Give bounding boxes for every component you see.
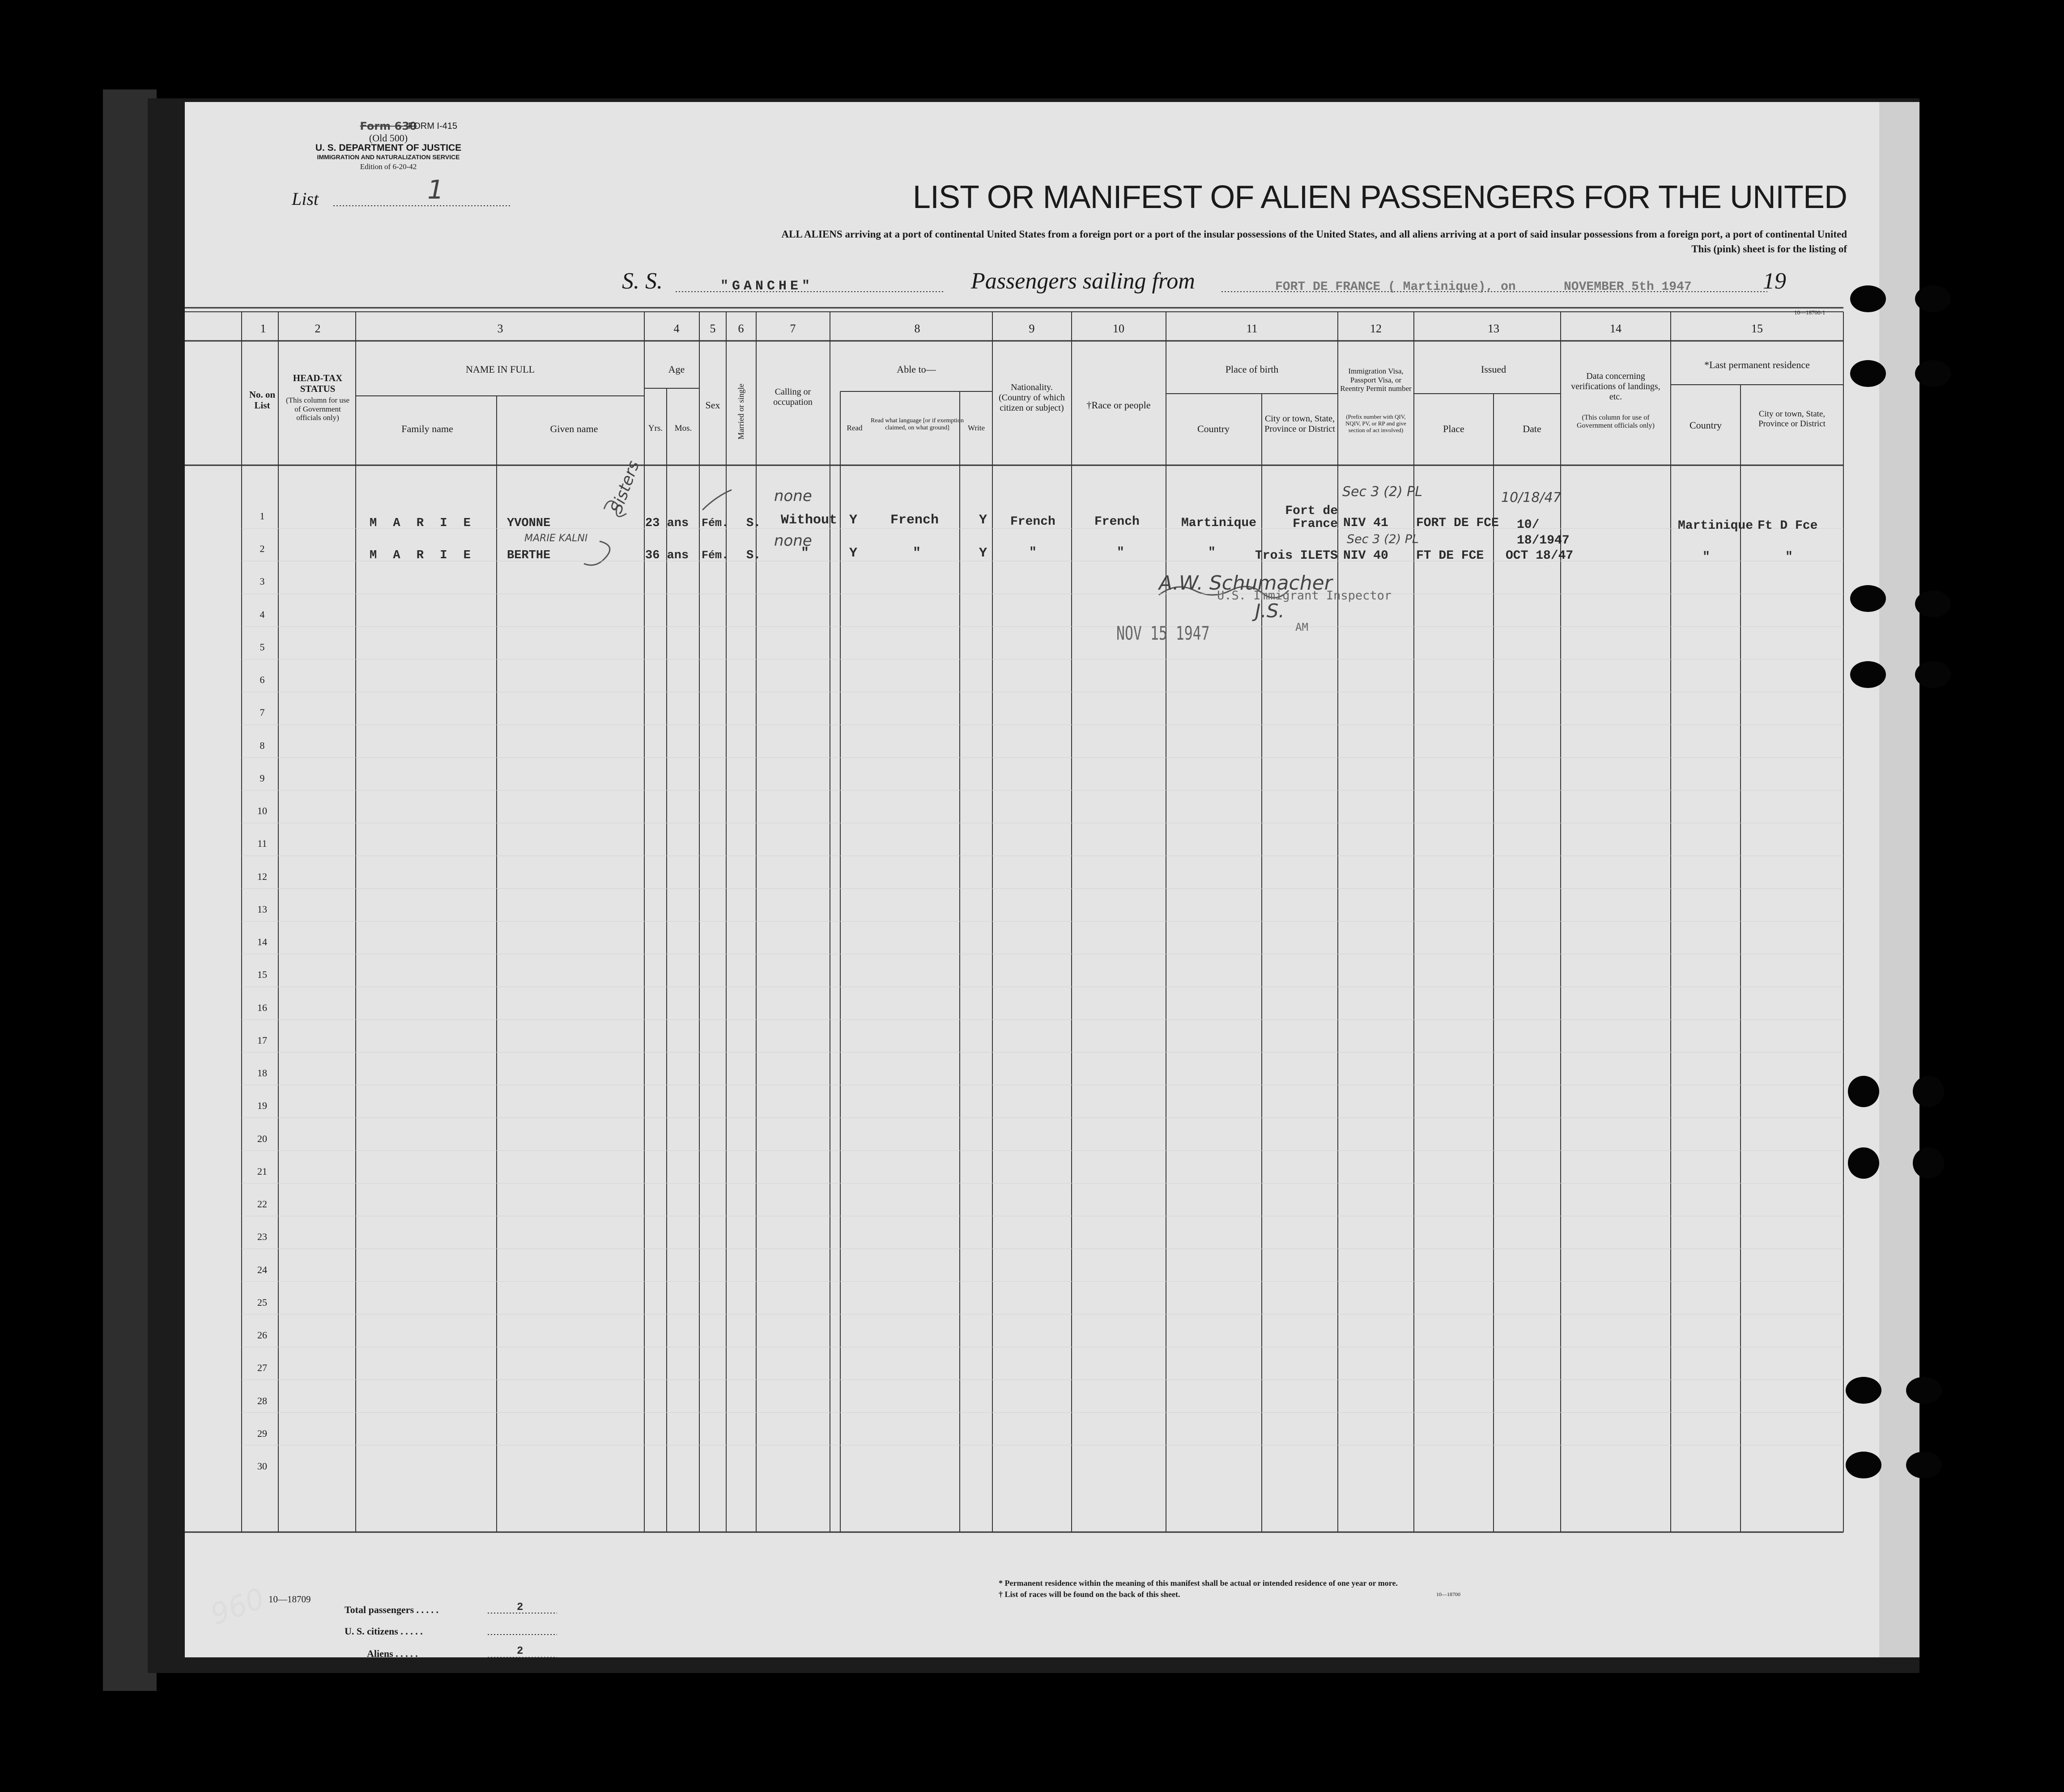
header-head-tax: HEAD-TAX STATUS bbox=[293, 373, 343, 395]
service: IMMIGRATION AND NATURALIZATION SERVICE bbox=[317, 153, 460, 161]
row-number: 7 bbox=[260, 707, 265, 718]
row-number: 22 bbox=[257, 1198, 267, 1210]
row-number: 21 bbox=[257, 1166, 267, 1177]
sisters-note: Sisters bbox=[607, 458, 643, 516]
row-number: 5 bbox=[260, 641, 265, 653]
header-years: Yrs. bbox=[648, 424, 663, 433]
nationality: " bbox=[1029, 546, 1037, 560]
am-stamp: AM bbox=[1295, 621, 1308, 633]
header-given-name: Given name bbox=[550, 423, 598, 434]
header-issued: Issued bbox=[1481, 364, 1507, 375]
date-note: 10/18/47 bbox=[1501, 490, 1562, 505]
row-number: 19 bbox=[257, 1100, 267, 1111]
header-read: Read bbox=[847, 424, 863, 432]
header-write: Write bbox=[967, 424, 985, 432]
page-title: LIST OR MANIFEST OF ALIEN PASSENGERS FOR THE UNITED bbox=[912, 179, 1847, 215]
birth-city: Fort de France bbox=[1285, 504, 1338, 531]
occupation-note-2: none bbox=[774, 532, 812, 550]
row-number: 8 bbox=[260, 740, 265, 751]
row-number: 1 bbox=[260, 510, 265, 522]
row-number: 27 bbox=[257, 1362, 267, 1373]
header-visa: Immigration Visa, Passport Visa, or Reentry Permit number bbox=[1340, 367, 1412, 393]
visa-number: NIV 41 bbox=[1343, 516, 1388, 530]
list-label: List bbox=[292, 189, 319, 209]
header-family-name: Family name bbox=[401, 423, 453, 434]
header-place-of-birth: Place of birth bbox=[1225, 364, 1279, 375]
header-data-note: (This column for use of Government officials only) bbox=[1577, 414, 1655, 430]
header-birth-country: Country bbox=[1197, 423, 1230, 434]
department: U. S. DEPARTMENT OF JUSTICE bbox=[315, 143, 462, 153]
inspector-stamp: U.S. Immigrant Inspector bbox=[1217, 589, 1392, 603]
birth-country: " bbox=[1208, 546, 1216, 560]
visa-note-2: Sec 3 (2) PL bbox=[1347, 532, 1419, 546]
header-residence-city: City or town, State, Province or District bbox=[1758, 409, 1826, 429]
header-residence-country: Country bbox=[1689, 420, 1722, 431]
race: " bbox=[1117, 546, 1124, 560]
header-issued-date: Date bbox=[1523, 423, 1541, 434]
age: 23 ans bbox=[645, 517, 689, 530]
right-code: 10—18700 bbox=[1436, 1591, 1460, 1597]
can-read: Y bbox=[849, 546, 858, 561]
total-passengers-label: Total passengers . . . . . bbox=[345, 1604, 439, 1615]
row-number: 6 bbox=[260, 674, 265, 685]
occupation: " bbox=[801, 546, 809, 561]
visa-number: NIV 40 bbox=[1343, 549, 1388, 563]
birth-city: Trois ILETS bbox=[1255, 549, 1338, 563]
row-number: 16 bbox=[257, 1002, 267, 1013]
race: French bbox=[1094, 515, 1140, 529]
can-write: Y bbox=[979, 513, 987, 528]
issued-place: FT DE FCE bbox=[1416, 549, 1484, 563]
residence-city: Ft D Fce bbox=[1758, 519, 1818, 533]
row-number: 24 bbox=[257, 1264, 267, 1275]
ss-label: S. S. bbox=[622, 268, 663, 294]
given-name: YVONNE bbox=[507, 517, 551, 530]
row-number: 26 bbox=[257, 1329, 267, 1341]
header-last-residence: *Last permanent residence bbox=[1704, 359, 1810, 370]
us-citizens-label: U. S. citizens . . . . . bbox=[345, 1626, 423, 1637]
inspector-initials: J.S. bbox=[1255, 600, 1285, 622]
header-head-tax-note: (This column for use of Government officials only) bbox=[285, 396, 350, 422]
page-number: 960 bbox=[206, 1582, 269, 1632]
occupation: Without bbox=[781, 513, 838, 528]
header-able-to: Able to— bbox=[897, 364, 936, 375]
row-number: 3 bbox=[260, 576, 265, 587]
header-calling: Calling or occupation bbox=[773, 387, 813, 407]
occupation-note-1: none bbox=[774, 487, 812, 505]
paper bbox=[185, 102, 1919, 1657]
header-sex: Sex bbox=[705, 399, 720, 411]
departure-date: NOVEMBER 5th 1947 bbox=[1564, 280, 1692, 294]
total-passengers-value: 2 bbox=[517, 1601, 523, 1614]
row-number: 29 bbox=[257, 1428, 267, 1439]
marital-status: S. bbox=[746, 549, 761, 562]
date-stamp: NOV 15 1947 bbox=[1116, 622, 1210, 644]
edition: Edition of 6-20-42 bbox=[360, 162, 417, 171]
header-months: Mos. bbox=[674, 424, 692, 433]
header-married: Married or single bbox=[736, 383, 745, 440]
row-number: 23 bbox=[257, 1231, 267, 1242]
row-number: 4 bbox=[260, 609, 265, 620]
row-number: 30 bbox=[257, 1461, 267, 1472]
marital-status: S. bbox=[746, 517, 761, 530]
footnote-races: † List of races will be found on the back of this sheet. bbox=[999, 1590, 1180, 1599]
given-name: BERTHE bbox=[507, 549, 551, 562]
row-number: 18 bbox=[257, 1067, 267, 1079]
row-number: 20 bbox=[257, 1133, 267, 1144]
visa-note-1: Sec 3 (2) PL bbox=[1342, 484, 1422, 500]
header-visa-note: (Prefix number with QIV, NQIV, PV, or RP and give section of act involved) bbox=[1345, 413, 1406, 433]
header-race: †Race or people bbox=[1086, 399, 1151, 411]
residence-city: " bbox=[1785, 550, 1793, 564]
header-data-concerning: Data concerning verifications of landings, etc. bbox=[1571, 371, 1660, 402]
ship-name: "GANCHE" bbox=[720, 279, 814, 294]
issued-date: 10/ 18/1947 bbox=[1517, 518, 1570, 548]
row-number: 25 bbox=[257, 1297, 267, 1308]
departure-port: FORT DE FRANCE ( Martinique), on bbox=[1275, 280, 1516, 294]
subtitle-line2: This (pink) sheet is for the listing of bbox=[1691, 243, 1847, 255]
can-write: Y bbox=[979, 546, 987, 561]
residence-country: " bbox=[1702, 550, 1710, 564]
year-label: 19 bbox=[1763, 268, 1786, 294]
row-number: 12 bbox=[257, 871, 267, 882]
header-nationality: Nationality. (Country of which citizen or subject) bbox=[999, 382, 1065, 413]
birth-country: Martinique bbox=[1181, 516, 1257, 530]
issued-date: OCT 18/47 bbox=[1506, 549, 1574, 563]
header-age: Age bbox=[668, 364, 685, 375]
nationality: French bbox=[1010, 515, 1055, 529]
issued-place: FORT DE FCE bbox=[1416, 516, 1499, 530]
language: " bbox=[913, 546, 921, 561]
age: 36 ans bbox=[645, 549, 689, 562]
list-number: 1 bbox=[427, 174, 444, 205]
row-number: 10 bbox=[257, 805, 267, 816]
residence-country: Martinique bbox=[1678, 519, 1753, 533]
row-number: 9 bbox=[260, 773, 265, 784]
row-number: 11 bbox=[257, 838, 267, 849]
inspector-signature: A.W. Schumacher bbox=[1159, 572, 1332, 595]
header-issued-place: Place bbox=[1443, 423, 1464, 434]
row-number: 2 bbox=[260, 543, 265, 554]
row-number: 17 bbox=[257, 1035, 267, 1046]
subtitle-line1: ALL ALIENS arriving at a port of continental United States from a foreign port or a port of the insular possessions of the United States, and all aliens arriving at a port of said insular possessions from a foreign port, a port of continental United bbox=[781, 229, 1847, 240]
aliens-value: 2 bbox=[517, 1645, 523, 1657]
aliens-label: Aliens . . . . . bbox=[367, 1648, 418, 1659]
row-number: 28 bbox=[257, 1395, 267, 1406]
sex: Fém. bbox=[702, 549, 729, 562]
corner-code: 10—18700-1 bbox=[1794, 309, 1826, 316]
footnote-residence: * Permanent residence within the meaning of this manifest shall be actual or intended residence of one year or more. bbox=[999, 1579, 1398, 1588]
row-number: 13 bbox=[257, 904, 267, 915]
old-form-number: (Old 500) bbox=[369, 132, 408, 144]
header-no-on-list: No. on List bbox=[249, 389, 276, 411]
given-name-note: MARIE KALNI bbox=[524, 533, 588, 544]
sex: Fém. bbox=[702, 517, 729, 530]
left-code: 10—18709 bbox=[268, 1594, 311, 1605]
row-number: 15 bbox=[257, 969, 267, 980]
language: French bbox=[890, 513, 939, 528]
header-name-in-full: NAME IN FULL bbox=[466, 364, 535, 375]
form-number-struck: Form 630 bbox=[360, 120, 417, 132]
can-read: Y bbox=[849, 513, 858, 528]
sailing-from-label: Passengers sailing from bbox=[971, 268, 1195, 294]
family-name: M A R I E bbox=[370, 517, 475, 530]
family-name: M A R I E bbox=[370, 549, 475, 562]
form-number: FORM I-415 bbox=[408, 121, 458, 131]
header-birth-city: City or town, State, Province or District bbox=[1264, 414, 1335, 434]
row-number: 14 bbox=[257, 936, 267, 947]
header-read-language: Read what language [or if exemption claimed, on what ground] bbox=[871, 417, 964, 432]
